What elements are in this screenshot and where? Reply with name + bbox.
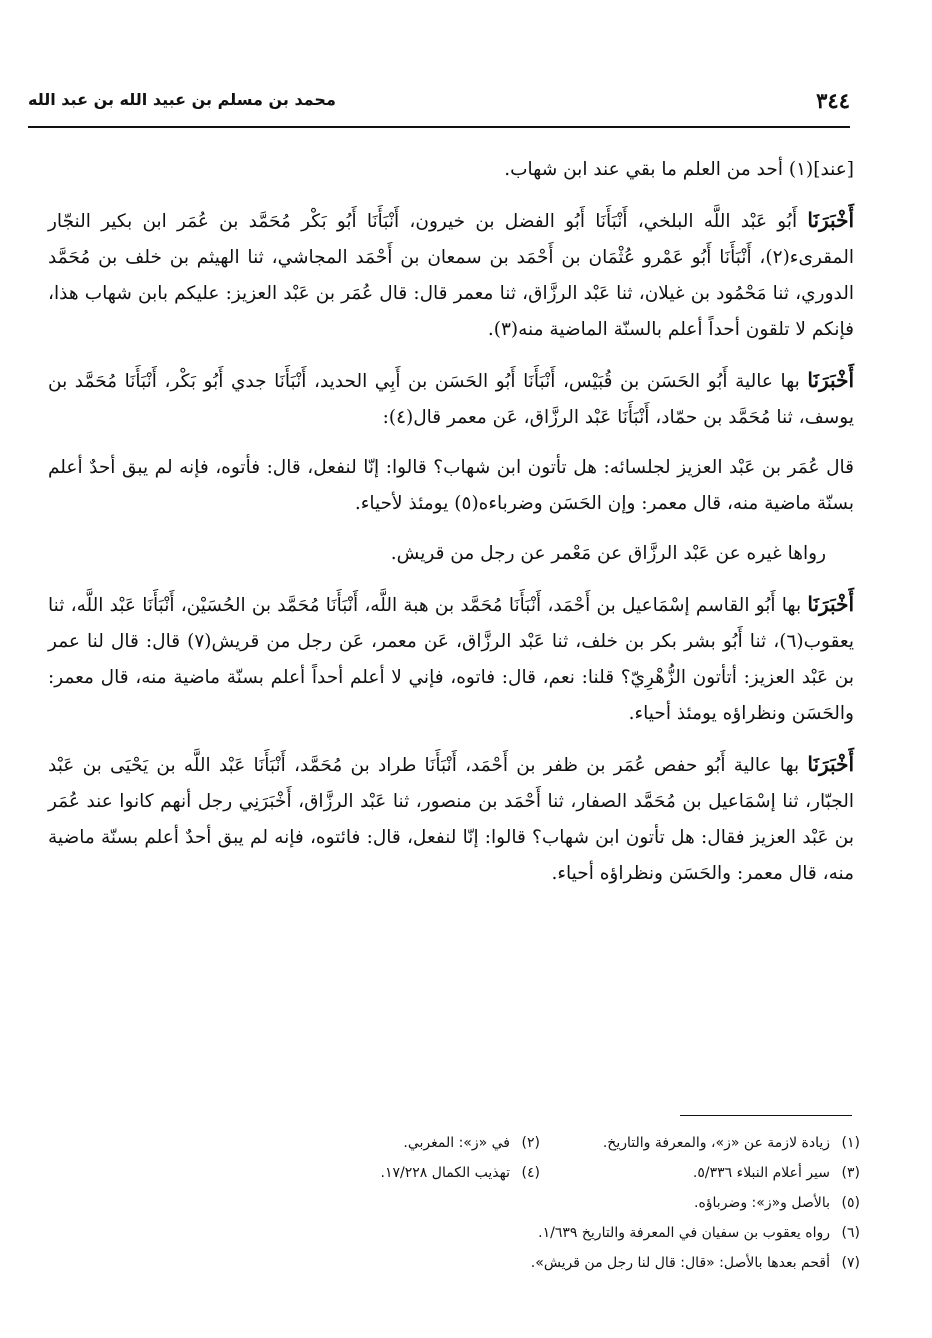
paragraph-text: بها عالية أَبُو الحَسَن بن قُبَيْس، أَنْبَأَنَا أَبُو الحَسَن بن أَبِي الحديد، أَنْبَأَنَا جدي أَبُو بَكْر، أَنْبَأَنَا مُحَمَّد بن يوسف، ثنا مُحَمَّد بن حمّاد، أَنْبَأَنَا عَبْد الرزَّاق، عَن معمر قال(٤): xyxy=(48,371,854,428)
paragraph-text: بها أَبُو القاسم إسْمَاعيل بن أَحْمَد، أَنْبَأَنَا مُحَمَّد بن هبة اللَّه، أَنْبَأَنَا مُحَمَّد بن الحُسَيْن، أَنْبَأَنَا عَبْد اللَّه، ثنا يعقوب(٦)، ثنا أَبُو بشر بكر بن خلف، ثنا عَبْد الرزَّاق، عَن معمر، عَن رجل من قريش(٧) قال: قال لنا عمر بن عَبْد العزيز: أتأتون الزُّهْرِيّ؟ قلنا: نعم، قال: فاتوه، فإني لا أعلم أحداً أعلم بسنّة ماضية منه، قال معمر: والحَسَن ونظراؤه يومئذ أحياء. xyxy=(48,595,854,724)
paragraph-1 xyxy=(48,152,854,188)
footnote-text: زيادة لازمة عن «ز»، والمعرفة والتاريخ. xyxy=(602,1135,830,1151)
footnote-text: رواه يعقوب بن سفيان في المعرفة والتاريخ ١/٦٣٩. xyxy=(538,1225,830,1241)
footnote-text: أقحم بعدها بالأصل: «قال: قال لنا رجل من قريش». xyxy=(530,1255,830,1271)
paragraph-text: قال عُمَر بن عَبْد العزيز لجلسائه: هل تأتون ابن شهاب؟ قالوا: إنّا لنفعل، قال: فأتوه، فإنه لم يبق أحدٌ أعلم بسنّة ماضية منه، قال معمر: وإن الحَسَن وضرباءه(٥) يومئذ لأحياء. xyxy=(48,457,854,514)
footnote-text: تهذيب الكمال ١٧/٢٢٨. xyxy=(380,1165,510,1181)
footnote-number: (٥) xyxy=(841,1195,860,1211)
running-title: محمد بن مسلم بن عبيد الله بن عبد الله xyxy=(28,90,336,109)
main-text xyxy=(48,152,854,906)
footnote-number: (٣) xyxy=(841,1165,860,1181)
footnote-text: في «ز»: المغربي. xyxy=(403,1135,510,1151)
paragraph-2 xyxy=(48,202,854,348)
footnote-5 xyxy=(220,1188,860,1218)
footnote-3 xyxy=(540,1158,860,1188)
footnote-text: بالأصل و«ز»: وضرباؤه. xyxy=(694,1195,830,1211)
paragraph-lead: أَخْبَرَنَا xyxy=(807,368,854,392)
footnotes xyxy=(220,1128,860,1278)
paragraph-7 xyxy=(48,746,854,892)
page-number: ٣٤٤ xyxy=(816,88,850,113)
header-rule xyxy=(28,126,850,128)
paragraph-4 xyxy=(48,450,854,522)
paragraph-6 xyxy=(48,586,854,732)
footnote-6 xyxy=(220,1218,860,1248)
paragraph-text: أَبُو عَبْد اللَّه البلخي، أَنْبَأَنَا أَبُو الفضل بن خيرون، أَنْبَأَنَا أَبُو بَكْر مُحَمَّد بن عُمَر ابن بكير النجّار المقرىء(٢)، أَنْبَأَنَا أَبُو عَمْرو عُثْمَان بن أَحْمَد بن سمعان بن أَحْمَد المجاشي، ثنا الهيثم بن خلف بن مُحَمَّد الدوري، ثنا مَحْمُود بن غيلان، ثنا عَبْد الرزَّاق، ثنا معمر قال: قال عُمَر بن عَبْد العزيز: عليكم بابن شهاب هذا، فإنكم لا تلقون أحداً أعلم بالسنّة الماضية منه(٣). xyxy=(48,211,854,340)
paragraph-lead: أَخْبَرَنَا xyxy=(807,208,854,232)
paragraph-text: بها عالية أَبُو حفص عُمَر بن ظفر بن أَحْمَد، أَنْبَأَنَا طراد بن مُحَمَّد، أَنْبَأَنَا عَبْد اللَّه بن يَحْيَى بن عَبْد الجبّار، ثنا إسْمَاعيل بن مُحَمَّد الصفار، ثنا أَحْمَد بن منصور، ثنا عَبْد الرزَّاق، أَخْبَرَنِي رجل أنهم كانوا عند عُمَر بن عَبْد العزيز فقال: هل تأتون ابن شهاب؟ قالوا: إنّا لنفعل، قال: فائتوه، فإنه لم يبق أحدٌ أعلم بسنّة ماضية منه، قال معمر: والحَسَن ونظراؤه أحياء. xyxy=(48,755,854,884)
footnote-row xyxy=(220,1158,860,1188)
footnote-7 xyxy=(220,1248,860,1278)
footnote-number: (٦) xyxy=(841,1225,860,1241)
footnote-number: (٢) xyxy=(521,1135,540,1151)
paragraph-3 xyxy=(48,362,854,436)
footnote-2 xyxy=(220,1128,540,1158)
footnote-row xyxy=(220,1128,860,1158)
paragraph-5 xyxy=(48,536,854,572)
paragraph-lead: أَخْبَرَنَا xyxy=(807,752,854,776)
paragraph-lead: أَخْبَرَنَا xyxy=(807,592,854,616)
footnote-text: سير أعلام النبلاء ٥/٣٣٦. xyxy=(692,1165,830,1181)
footnote-number: (٧) xyxy=(841,1255,860,1271)
paragraph-text: رواها غيره عن عَبْد الرزَّاق عن مَعْمر عن رجل من قريش. xyxy=(390,543,826,564)
footnote-4 xyxy=(220,1158,540,1188)
footnote-number: (١) xyxy=(841,1135,860,1151)
footnote-rule xyxy=(680,1115,852,1116)
page-header xyxy=(28,88,850,118)
footnote-1 xyxy=(540,1128,860,1158)
footnote-number: (٤) xyxy=(521,1165,540,1181)
paragraph-text: [عند](١) أحد من العلم ما بقي عند ابن شهاب. xyxy=(504,159,854,180)
